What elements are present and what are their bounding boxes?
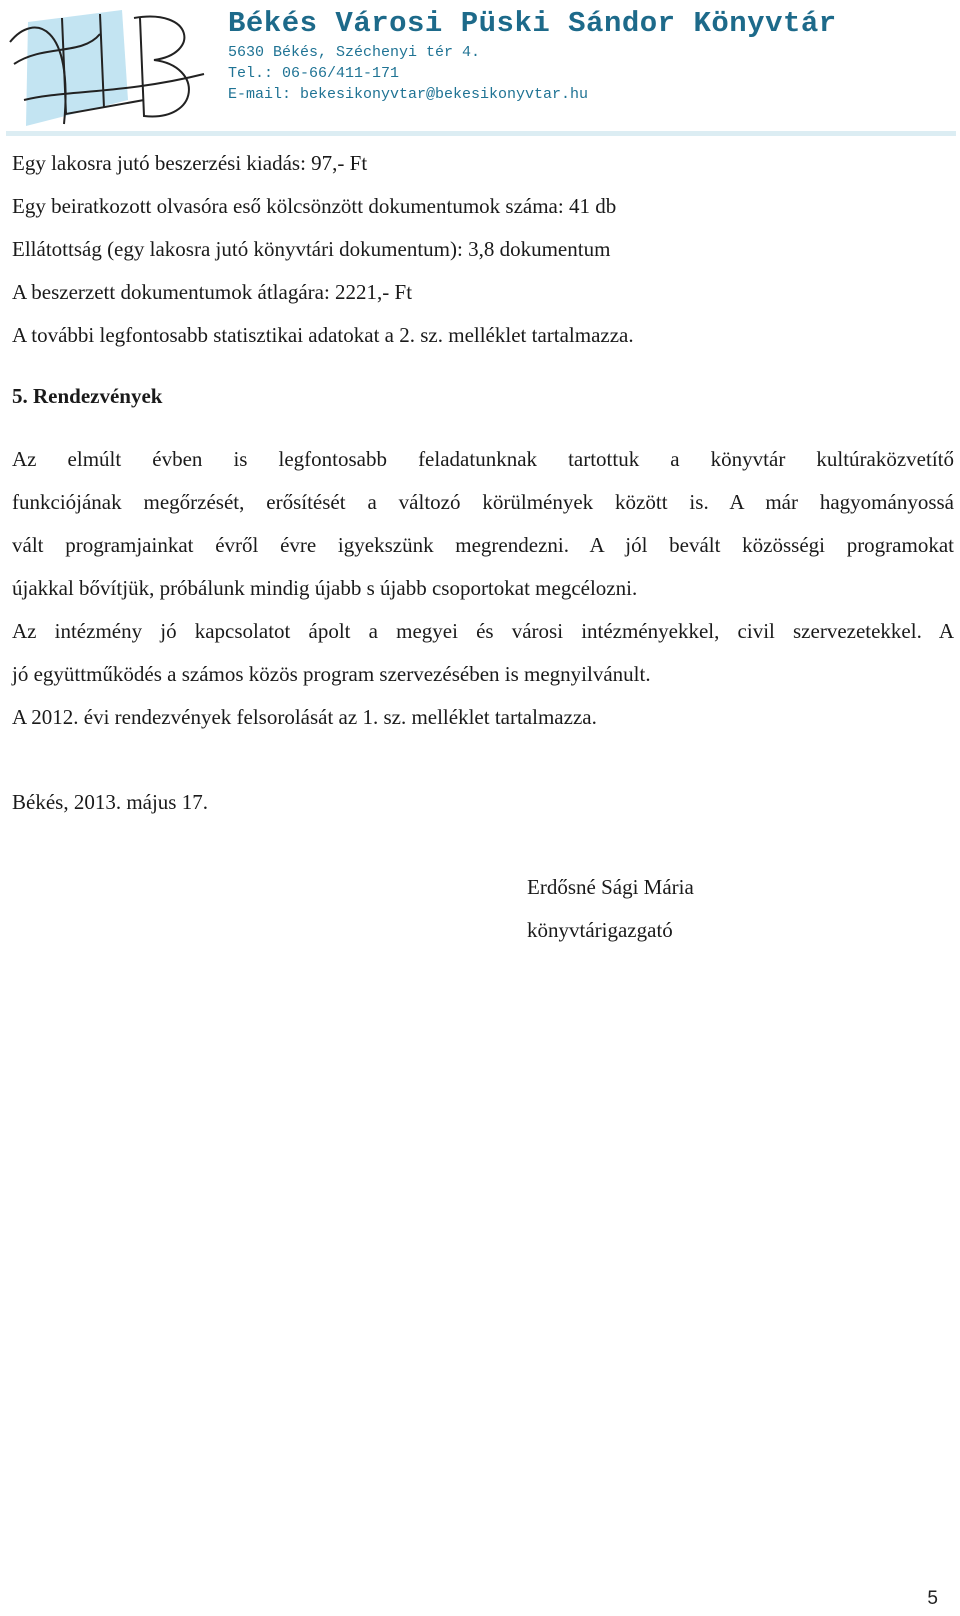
document-date: Békés, 2013. május 17. (12, 790, 208, 814)
letterhead (228, 6, 837, 105)
signature-block (527, 866, 954, 952)
paragraph-line: Az intézmény jó kapcsolatot ápolt a megyei és városi intézményekkel, civil szervezetekkel. A (12, 619, 954, 643)
address: 5630 Békés, Széchenyi tér 4. (228, 44, 481, 61)
page-number: 5 (927, 1588, 938, 1609)
email: E-mail: bekesikonyvtar@bekesikonyvtar.hu (228, 86, 589, 103)
stat-line: A további legfontosabb statisztikai adatokat a 2. sz. melléklet tartalmazza. (12, 323, 634, 347)
document-body (12, 142, 954, 952)
library-name: Békés Városi Püski Sándor Könyvtár (228, 7, 837, 40)
paragraph-line: vált programjainkat évről évre igyekszünk megrendezni. A jól bevált közösségi programokat (12, 533, 954, 557)
header-divider (6, 131, 956, 136)
signer-title: könyvtárigazgató (527, 918, 673, 942)
stat-line: Egy beiratkozott olvasóra eső kölcsönzött dokumentumok száma: 41 db (12, 194, 617, 218)
paragraph-line: jó együttműködés a számos közös program szervezésében is megnyilvánult. (12, 662, 651, 686)
stat-line: Ellátottság (egy lakosra jutó könyvtári dokumentum): 3,8 dokumentum (12, 237, 611, 261)
paragraph-line: A 2012. évi rendezvények felsorolását az 1. sz. melléklet tartalmazza. (12, 705, 597, 729)
section-heading: 5. Rendezvények (12, 384, 163, 408)
stat-line: A beszerzett dokumentumok átlagára: 2221,- Ft (12, 280, 413, 304)
library-logo (4, 4, 214, 132)
signer-name: Erdősné Sági Mária (527, 875, 694, 899)
phone: Tel.: 06-66/411-171 (228, 65, 400, 82)
paragraph-line: Az elmúlt évben is legfontosabb feladatunknak tartottuk a könyvtár kultúraközvetítő (12, 447, 954, 471)
paragraph-line: újakkal bővítjük, próbálunk mindig újabb s újabb csoportokat megcélozni. (12, 576, 638, 600)
paragraph-line: funkciójának megőrzését, erősítését a változó körülmények között is. A már hagyományossá (12, 490, 954, 514)
section-paragraph (12, 438, 954, 739)
stat-line: Egy lakosra jutó beszerzési kiadás: 97,- Ft (12, 151, 368, 175)
